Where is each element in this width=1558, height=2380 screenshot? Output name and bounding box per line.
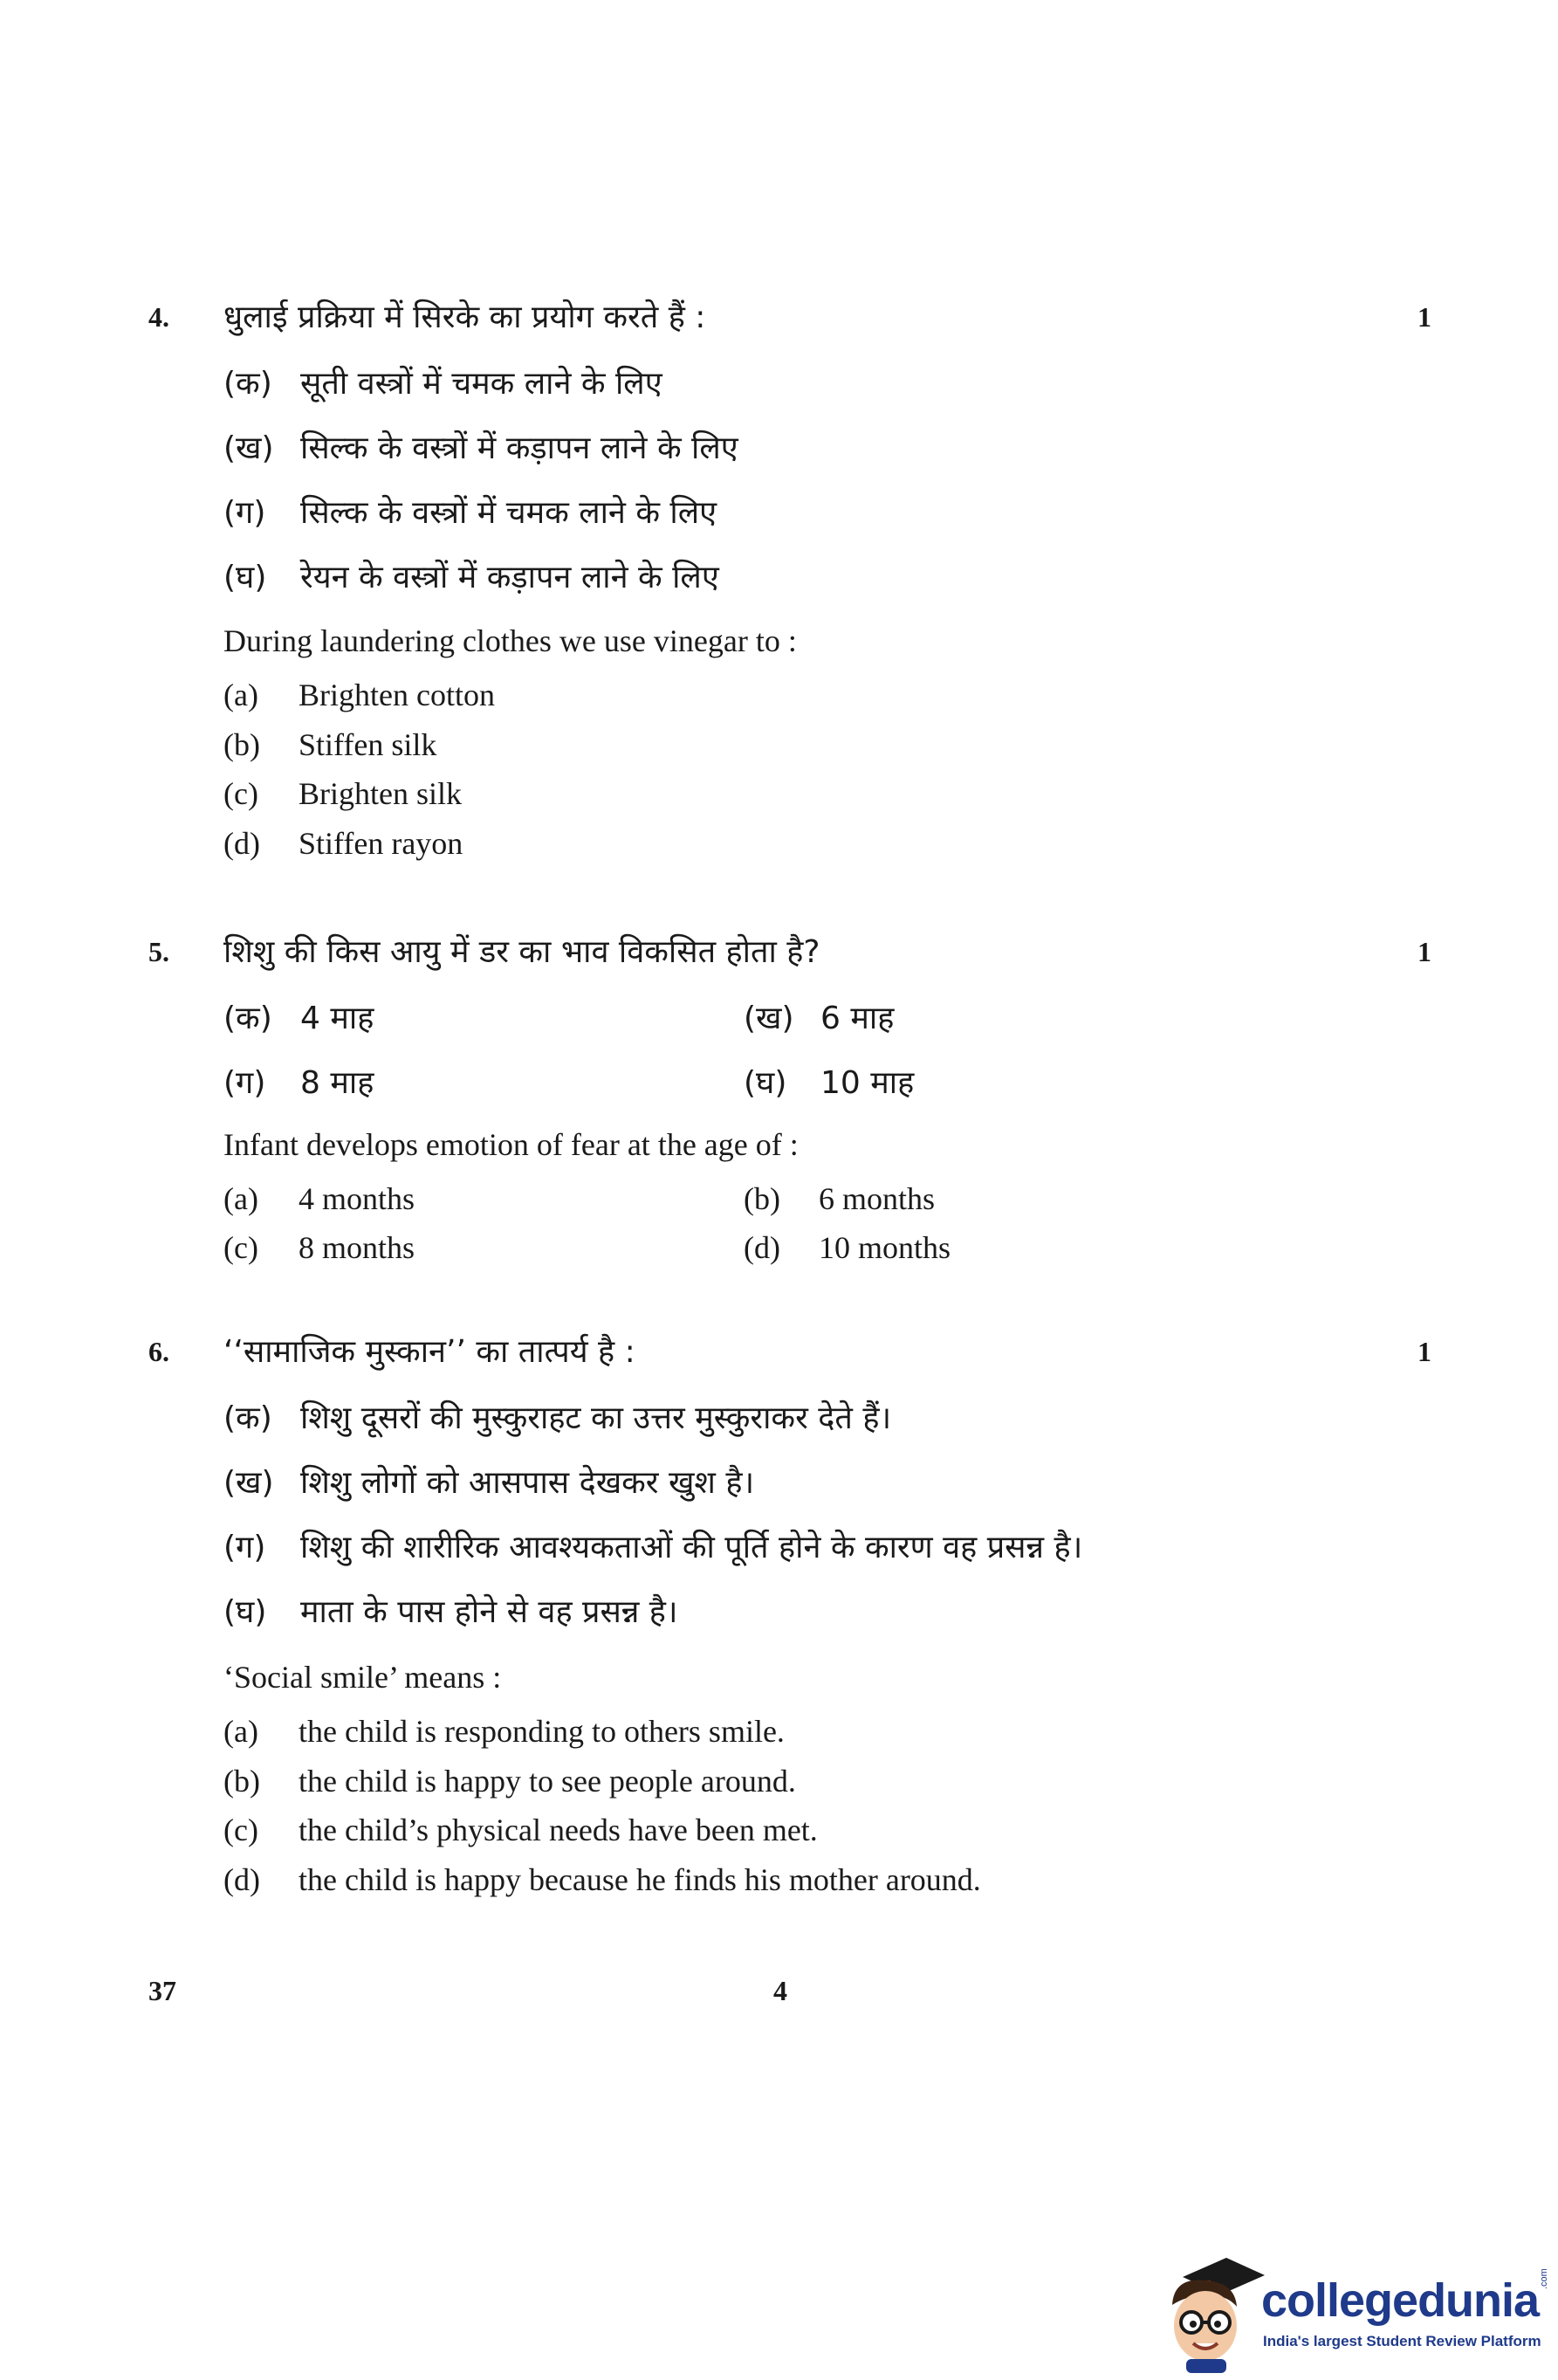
option-label: (घ) [744, 1065, 787, 1101]
question-marks: 1 [1417, 1336, 1431, 1367]
option-english [223, 1180, 415, 1217]
brand-name: collegedunia [1261, 2274, 1540, 2327]
option-hindi [223, 1524, 1082, 1567]
option-label: (क) [223, 1001, 272, 1036]
option-text: the child’s physical needs have been met. [299, 1813, 818, 1847]
option-english [223, 1763, 796, 1799]
option-label: (ग) [223, 495, 266, 531]
option-text: सूती वस्त्रों में चमक लाने के लिए [300, 366, 662, 402]
option-label: (b) [223, 727, 260, 762]
option-label: (a) [223, 1181, 258, 1216]
option-english [223, 1861, 981, 1898]
option-english [744, 1180, 935, 1217]
option-text: Brighten silk [299, 776, 462, 811]
page-number: 4 [773, 1975, 787, 2006]
option-hindi [223, 490, 717, 533]
option-hindi [223, 361, 662, 403]
option-hindi [223, 1460, 754, 1503]
option-label: (ख) [223, 430, 274, 466]
question-number: 6. [148, 1336, 169, 1367]
option-label: (a) [223, 1714, 258, 1749]
option-label: (घ) [223, 560, 267, 595]
option-english [223, 825, 463, 862]
question-stem-english: ‘Social smile’ means : [223, 1660, 502, 1695]
option-english [223, 1713, 785, 1750]
question-marks: 1 [1417, 301, 1431, 333]
option-label: (d) [744, 1230, 780, 1265]
option-hindi [223, 425, 738, 468]
option-label: (b) [744, 1181, 780, 1216]
brand-tagline: India's largest Student Review Platform [1263, 2333, 1541, 2349]
option-hindi [223, 1589, 678, 1632]
option-hindi [744, 995, 894, 1038]
option-label: (क) [223, 1400, 272, 1436]
option-text: शिशु दूसरों की मुस्कुराहट का उत्तर मुस्कुराकर देते हैं। [300, 1400, 892, 1436]
option-label: (a) [223, 678, 258, 712]
paper-code: 37 [148, 1975, 176, 2006]
option-hindi [223, 995, 374, 1038]
question-5 [148, 936, 1431, 1285]
option-text: Brighten cotton [299, 678, 495, 712]
option-label: (क) [223, 366, 272, 402]
option-english [223, 726, 436, 763]
brand-domain: .com [1539, 2268, 1549, 2289]
option-label: (d) [223, 1862, 260, 1897]
option-text: 6 months [819, 1181, 936, 1216]
option-label: (ख) [223, 1465, 274, 1501]
question-4 [148, 301, 1431, 869]
question-6 [148, 1336, 1431, 1903]
question-stem-hindi: धुलाई प्रक्रिया में सिरके का प्रयोग करते हैं : [223, 299, 706, 335]
option-text: रेयन के वस्त्रों में कड़ापन लाने के लिए [300, 560, 719, 595]
question-stem-english: Infant develops emotion of fear at the age of : [223, 1127, 799, 1162]
option-english [744, 1229, 951, 1266]
collegedunia-logo[interactable] [1156, 2251, 1549, 2373]
question-stem-hindi: शिशु की किस आयु में डर का भाव विकसित होता है? [223, 934, 820, 970]
option-text: सिल्क के वस्त्रों में चमक लाने के लिए [300, 495, 717, 531]
option-label: (b) [223, 1764, 260, 1799]
option-text: the child is happy to see people around. [299, 1764, 796, 1799]
question-stem-hindi: ‘‘सामाजिक मुस्कान’’ का तात्पर्य है : [223, 1334, 635, 1370]
option-english [223, 1229, 415, 1266]
option-label: (घ) [223, 1594, 267, 1630]
question-number: 4. [148, 301, 169, 333]
question-number: 5. [148, 936, 169, 967]
option-text: Stiffen silk [299, 727, 437, 762]
option-text: 6 माह [820, 1001, 895, 1036]
option-text: शिशु की शारीरिक आवश्यकताओं की पूर्ति होने के कारण वह प्रसन्न है। [300, 1530, 1083, 1565]
option-text: the child is happy because he finds his mother around. [299, 1862, 981, 1897]
option-label: (d) [223, 826, 260, 861]
option-text: Stiffen rayon [299, 826, 463, 861]
option-label: (c) [223, 1813, 258, 1847]
question-marks: 1 [1417, 936, 1431, 967]
option-label: (c) [223, 1230, 258, 1265]
option-text: 8 months [299, 1230, 415, 1265]
option-text: 8 माह [300, 1065, 374, 1101]
option-english [223, 677, 495, 713]
option-text: 10 months [819, 1230, 951, 1265]
mascot-icon [1156, 2251, 1266, 2373]
option-english [223, 775, 462, 812]
option-text: सिल्क के वस्त्रों में कड़ापन लाने के लिए [300, 430, 738, 466]
option-label: (ग) [223, 1530, 266, 1565]
option-text: 10 माह [820, 1065, 915, 1101]
option-text: 4 months [299, 1181, 415, 1216]
option-english [223, 1812, 818, 1848]
option-label: (ख) [744, 1001, 794, 1036]
option-text: 4 माह [300, 1001, 374, 1036]
option-text: the child is responding to others smile. [299, 1714, 785, 1749]
option-label: (ग) [223, 1065, 266, 1101]
option-hindi [744, 1060, 914, 1103]
option-label: (c) [223, 776, 258, 811]
question-stem-english: During laundering clothes we use vinegar to : [223, 623, 797, 658]
option-hindi [223, 554, 719, 597]
option-text: शिशु लोगों को आसपास देखकर खुश है। [300, 1465, 755, 1501]
option-hindi [223, 1395, 891, 1438]
option-text: माता के पास होने से वह प्रसन्न है। [300, 1594, 678, 1630]
option-hindi [223, 1060, 374, 1103]
